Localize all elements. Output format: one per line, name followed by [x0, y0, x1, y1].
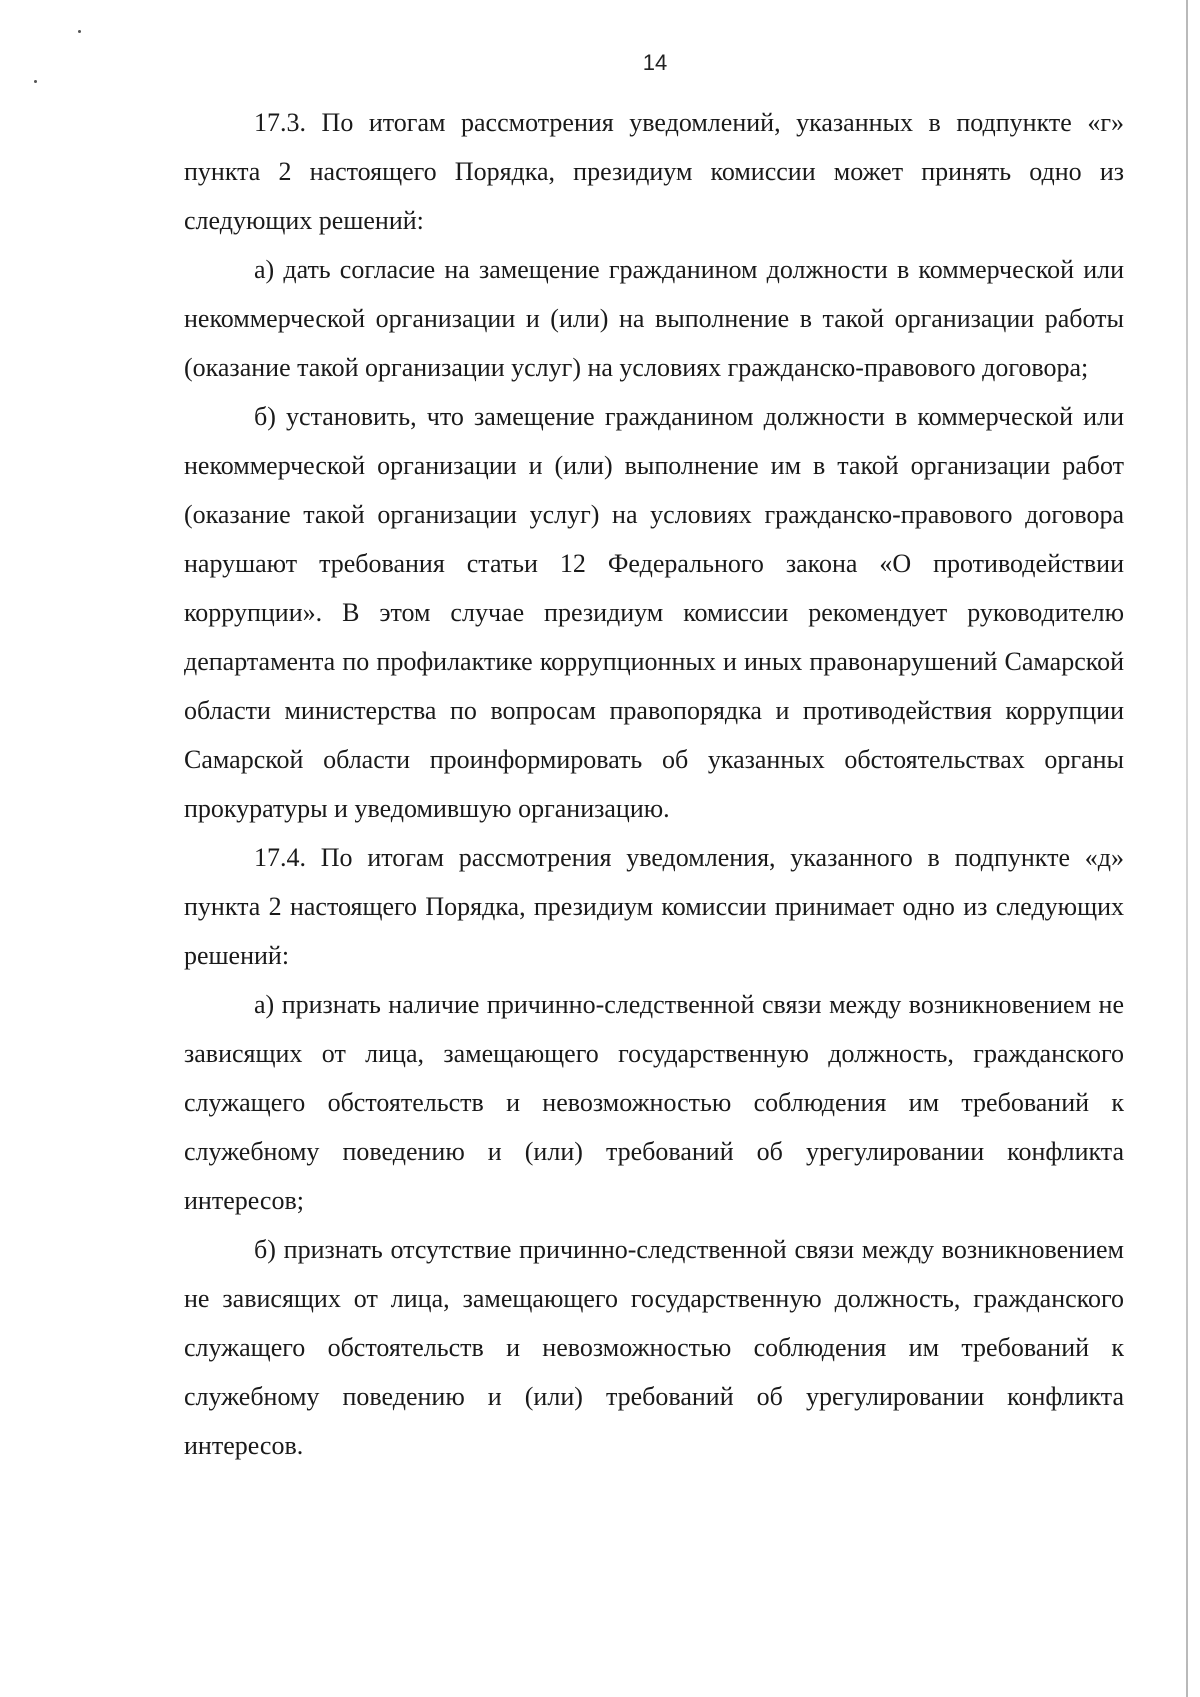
page-number: 14 [642, 50, 668, 75]
paragraph-17-4-b: б) признать отсутствие причинно-следственной связи между возникновением не зависящих от лица, замещающего государственную должность, гражданского служащего обстоятельств и невозможностью соблюдения им требований к служебному поведению и (или) требований об урегулировании конфликта интересов. [184, 1235, 1124, 1460]
scan-speck [34, 80, 37, 83]
paragraph-17-3: 17.3. По итогам рассмотрения уведомлений, указанных в подпункте «г» пункта 2 настоящего Порядка, президиум комиссии может принять одно из следующих решений: [184, 108, 1124, 235]
document-body [184, 98, 1124, 1470]
scan-edge-line [1186, 0, 1188, 1697]
paragraph-17-3-b: б) установить, что замещение гражданином должности в коммерческой или некоммерческой организации и (или) выполнение им в такой организации работ (оказание такой организации услуг) на условиях гражданско-правового договора нарушают требования статьи 12 Федерального закона «О противодействии коррупции». В этом случае президиум комиссии рекомендует руководителю департамента по профилактике коррупционных и иных правонарушений Самарской области министерства по вопросам правопорядка и противодействия коррупции Самарской области проинформировать об указанных обстоятельствах органы прокуратуры и уведомившую организацию. [184, 402, 1124, 823]
paragraph-17-4: 17.4. По итогам рассмотрения уведомления, указанного в подпункте «д» пункта 2 настоящего Порядка, президиум комиссии принимает одно из следующих решений: [184, 843, 1124, 970]
scan-speck [78, 30, 81, 33]
paragraph-17-4-a: а) признать наличие причинно-следственной связи между возникновением не зависящих от лица, замещающего государственную должность, гражданского служащего обстоятельств и невозможностью соблюдения им требований к служебному поведению и (или) требований об урегулировании конфликта интересов; [184, 990, 1124, 1215]
paragraph-17-3-a: а) дать согласие на замещение гражданином должности в коммерческой или некоммерческой организации и (или) на выполнение в такой организации работы (оказание такой организации услуг) на условиях гражданско-правового договора; [184, 255, 1124, 382]
